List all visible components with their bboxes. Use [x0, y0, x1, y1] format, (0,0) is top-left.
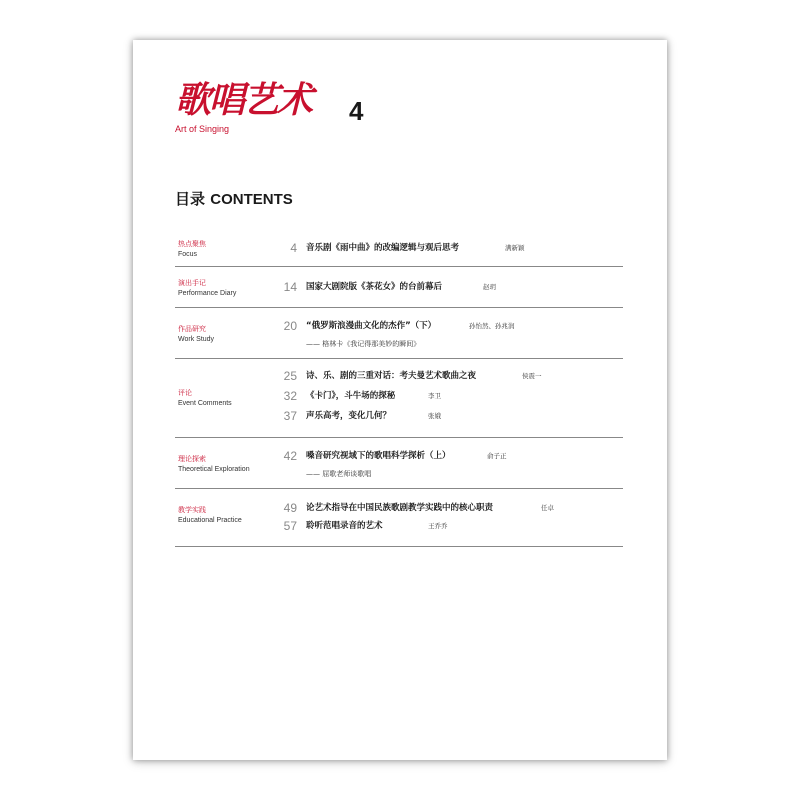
toc-section-performance-diary	[175, 267, 623, 308]
section-label	[178, 239, 206, 260]
entry-title: 音乐剧《雨中曲》的改编逻辑与观后思考	[306, 243, 460, 253]
entry-author: 孙怡然、孙兆润	[469, 322, 515, 330]
contents-heading	[175, 188, 293, 209]
entry-title: 声乐高考，变化几何？	[306, 411, 392, 421]
section-label	[178, 505, 242, 526]
entry-author: 侯震一	[522, 372, 542, 380]
entry-subtitle: —— 屈歌老师谈歌唱	[306, 470, 372, 478]
entry-subtitle: —— 格林卡《我记得那美妙的瞬间》	[306, 340, 421, 348]
section-label	[178, 278, 236, 299]
entry-author: 任卓	[541, 504, 554, 512]
toc-section-event-comments	[175, 359, 623, 438]
issue-number: 4	[349, 96, 364, 126]
section-label-zh: 热点聚焦	[178, 240, 206, 248]
section-label-zh: 理论探索	[178, 455, 206, 463]
page-number: 49	[283, 501, 297, 515]
entry-title: 聆听范唱录音的艺术	[306, 521, 383, 531]
contents-heading-en: CONTENTS	[210, 191, 293, 208]
entry-title: “俄罗斯浪漫曲文化的杰作”（下）	[306, 321, 437, 331]
section-label-en: Performance Diary	[178, 290, 237, 297]
entry-title: 《卡门》，斗牛场的探秘	[306, 391, 396, 401]
section-label-en: Event Comments	[178, 400, 232, 407]
entry-author: 满新颖	[505, 244, 525, 252]
section-label-zh: 作品研究	[178, 325, 206, 333]
entry-author: 王乔乔	[428, 522, 448, 530]
page-number: 4	[290, 241, 297, 255]
page-number: 42	[283, 449, 297, 463]
section-label-zh: 评论	[178, 389, 192, 397]
page-number: 25	[283, 369, 297, 383]
toc-section-focus	[175, 228, 623, 267]
page-number: 32	[283, 389, 297, 403]
page-number: 20	[283, 319, 297, 333]
section-label-en: Theoretical Exploration	[178, 466, 250, 473]
section-label	[178, 388, 232, 409]
entry-title: 嗓音研究视域下的歌唱科学探析（上）	[306, 451, 451, 461]
magazine-page	[133, 40, 667, 760]
section-label-en: Educational Practice	[178, 517, 242, 524]
section-label-en: Focus	[178, 251, 198, 258]
section-label-zh: 教学实践	[178, 506, 206, 514]
entry-title: 诗、乐、剧的三重对话：考夫曼艺术歌曲之夜	[306, 371, 477, 381]
toc-section-theoretical-exploration	[175, 438, 623, 489]
section-label-en: Work Study	[178, 336, 215, 343]
entry-title: 国家大剧院版《茶花女》的台前幕后	[306, 282, 443, 292]
entry-author: 张娥	[428, 412, 441, 420]
table-of-contents	[175, 228, 623, 547]
toc-section-educational-practice	[175, 489, 623, 547]
section-label	[178, 324, 214, 345]
section-label-zh: 演出手记	[178, 279, 206, 287]
toc-section-work-study	[175, 308, 623, 359]
page-number: 57	[283, 519, 297, 533]
entry-title: 论艺术指导在中国民族歌剧教学实践中的核心职责	[306, 503, 494, 513]
entry-author: 李卫	[428, 392, 441, 400]
magazine-subtitle: Art of Singing	[175, 124, 230, 134]
entry-author: 赵玥	[483, 283, 496, 291]
contents-heading-zh: 目录	[175, 190, 206, 208]
section-label	[178, 454, 250, 475]
page-number: 14	[283, 280, 297, 294]
magazine-logo: 歌唱艺术	[175, 79, 312, 121]
page-number: 37	[283, 409, 297, 423]
entry-author: 俞子正	[487, 452, 507, 460]
